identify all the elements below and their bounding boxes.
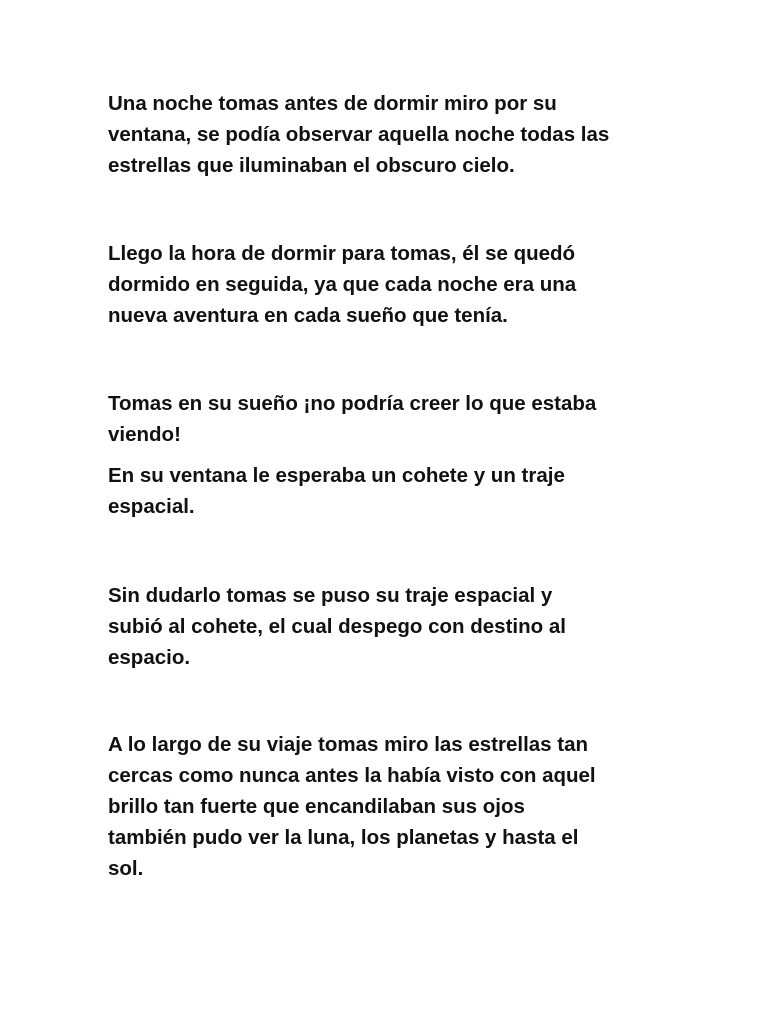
paragraph-4-line-1: En su ventana le esperaba un cohete y un traje — [108, 464, 565, 487]
paragraph-6-line-2: cercas como nunca antes la había visto con aquel — [108, 764, 596, 787]
paragraph-5-line-1: Sin dudarlo tomas se puso su traje espacial y — [108, 584, 553, 607]
paragraph-2-line-2: dormido en seguida, ya que cada noche era una — [108, 273, 577, 296]
paragraph-6-line-5: sol. — [108, 857, 144, 880]
paragraph-6-line-1: A lo largo de su viaje tomas miro las estrellas tan — [108, 733, 589, 756]
paragraph-3-line-1: Tomas en su sueño ¡no podría creer lo que estaba — [108, 392, 597, 415]
paragraph-5-line-2: subió al cohete, el cual despego con destino al — [108, 615, 566, 638]
paragraph-1-line-2: ventana, se podía observar aquella noche todas las — [108, 123, 610, 146]
paragraph-2-line-3: nueva aventura en cada sueño que tenía. — [108, 304, 508, 327]
paragraph-1-line-1: Una noche tomas antes de dormir miro por su — [108, 92, 557, 115]
paragraph-3-line-2: viendo! — [108, 423, 181, 446]
paragraph-2-line-1: Llego la hora de dormir para tomas, él se quedó — [108, 242, 576, 265]
paragraph-5-line-3: espacio. — [108, 646, 191, 669]
paragraph-1-line-3: estrellas que iluminaban el obscuro cielo. — [108, 154, 515, 177]
paragraph-6-line-4: también pudo ver la luna, los planetas y hasta el — [108, 826, 579, 849]
paragraph-4-line-2: espacial. — [108, 495, 195, 518]
paragraph-6-line-3: brillo tan fuerte que encandilaban sus ojos — [108, 795, 525, 818]
